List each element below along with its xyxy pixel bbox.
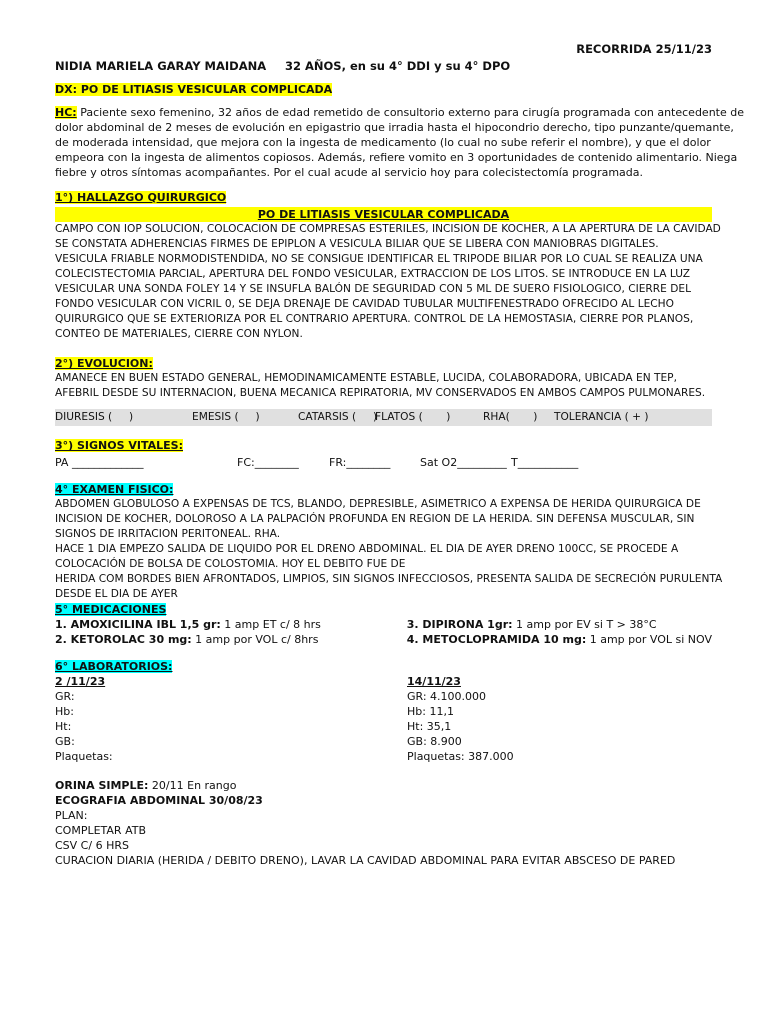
flatos-check: FLATOS ( ) <box>375 411 451 423</box>
med-name: 1. AMOXICILINA IBL 1,5 gr: <box>55 618 221 631</box>
evolucion-line: AMANECE EN BUEN ESTADO GENERAL, HEMODINAMICAMENTE ESTABLE, LUCIDA, COLABORADORA, UBICADA EN TEP, <box>55 372 677 384</box>
examen-line: SIGNOS DE IRRITACION PERITONEAL. RHA. <box>55 528 281 540</box>
hallazgo-line: CAMPO CON IOP SOLUCION, COLOCACION DE COMPRESAS ESTERILES, INCISION DE KOCHER, A LA APERTURA DE LA CAVIDAD <box>55 223 721 235</box>
plan-line: CURACION DIARIA (HERIDA / DEBITO DRENO), LAVAR LA CAVIDAD ABDOMINAL PARA EVITAR ABSCESO DE PARED <box>55 854 676 867</box>
med-item <box>55 632 407 647</box>
temp-field: T___________ <box>511 456 579 469</box>
lab-value: GR: 4.100.000 <box>407 690 487 703</box>
lab-value: GB: <box>55 735 75 748</box>
lab-value: Hb: <box>55 705 74 718</box>
examen-line: HERIDA COM BORDES BIEN AFRONTADOS, LIMPIOS, SIN SIGNOS INFECCIOSOS, PRESENTA SALIDA DE SECRECIÓN PURULENTA <box>55 573 723 585</box>
hc-line: dolor abdominal de 2 meses de evolución en epigastrio que irradia hasta el hipocondrio derecho, tipo punzante/quemante, <box>55 121 734 134</box>
hallazgo-line: SE CONSTATA ADHERENCIAS FIRMES DE EPIPLON A VESICULA BILIAR QUE SE LIBERA CON MANIOBRAS DIGITALES. <box>55 238 659 250</box>
examen-line: HACE 1 DIA EMPEZO SALIDA DE LIQUIDO POR EL DRENO ABDOMINAL. EL DIA DE AYER DRENO 100CC, SE PROCEDE A <box>55 543 679 555</box>
plan-section <box>55 808 712 868</box>
sat-field: Sat O2_________ <box>420 456 507 469</box>
lab-value: Ht: 35,1 <box>407 720 452 733</box>
hallazgo-section <box>55 190 721 342</box>
lab-date-right: 14/11/23 <box>407 675 461 688</box>
hc-line: empeora con la ingesta de alimentos copiosos. Además, refiere vomito en 3 oportunidades de contenido alimentario. Niega <box>55 151 738 164</box>
examen-line: INCISION DE KOCHER, DOLOROSO A LA PALPACIÓN PROFUNDA EN REGION DE LA HERIDA. SIN DEFENSA MUSCULAR, SIN <box>55 513 695 525</box>
evolucion-line: AFEBRIL DESDE SU INTERNACION, BUENA MECANICA REPIRATORIA, MV CONSERVADOS EN AMBOS CAMPOS PULMONARES. <box>55 387 706 399</box>
hc-line: fiebre y otros síntomas acompañantes. Por el cual acude al servicio hoy para colecistectomía programada. <box>55 166 644 179</box>
lab-date-left: 2 /11/23 <box>55 675 106 688</box>
catarsis-check: CATARSIS ( ) <box>298 411 378 423</box>
signos-section <box>55 438 712 470</box>
plan-line: COMPLETAR ATB <box>55 824 147 837</box>
hallazgo-line: CONTEO DE MATERIALES, CIERRE CON NYLON. <box>55 328 303 340</box>
hc-line: Paciente sexo femenino, 32 años de edad remetido de consultorio externo para cirugía programada con antecedente de <box>80 106 744 119</box>
examen-section <box>55 482 723 602</box>
lab-value: GB: 8.900 <box>407 735 462 748</box>
lab-value: Plaquetas: 387.000 <box>407 750 514 763</box>
med-name: 2. KETOROLAC 30 mg: <box>55 633 192 646</box>
med-dose: 1 amp por VOL si NOV <box>586 633 712 646</box>
lab-value: GR: <box>55 690 75 703</box>
med-dose: 1 amp por EV si T > 38°C <box>512 618 657 631</box>
orina-label: ORINA SIMPLE: <box>55 779 149 792</box>
hc-section <box>55 105 744 180</box>
clinical-note <box>55 42 744 868</box>
rha-check: RHA( ) <box>483 411 538 423</box>
recorrida-date: RECORRIDA 25/11/23 <box>576 42 712 56</box>
ecografia-label: ECOGRAFIA ABDOMINAL 30/08/23 <box>55 794 263 807</box>
med-name: 4. METOCLOPRAMIDA 10 mg: <box>406 633 587 646</box>
med-item <box>55 617 407 632</box>
emesis-check: EMESIS ( ) <box>192 411 260 423</box>
plan-title: PLAN: <box>55 809 88 822</box>
medicaciones-section <box>55 602 712 647</box>
hallazgo-banner: PO DE LITIASIS VESICULAR COMPLICADA <box>55 207 712 222</box>
laboratorios-section <box>55 659 712 764</box>
med-dose: 1 amp ET c/ 8 hrs <box>220 618 321 631</box>
medicaciones-title: 5° MEDICACIONES <box>55 603 167 616</box>
lab-value: Hb: 11,1 <box>407 705 454 718</box>
examen-line: ABDOMEN GLOBULOSO A EXPENSAS DE TCS, BLANDO, DEPRESIBLE, ASIMETRICO A EXPENSA DE HERIDA QUIRURGICA DE <box>55 498 701 510</box>
examen-title: 4° EXAMEN FISICO: <box>55 483 174 496</box>
examen-line: DESDE EL DIA DE AYER <box>55 588 178 600</box>
hallazgo-line: VESICULA FRIABLE NORMODISTENDIDA, NO SE CONSIGUE IDENTIFICAR EL TRIPODE BILIAR POR LO CUAL SE REALIZA UNA <box>55 253 703 265</box>
plan-line: CSV C/ 6 HRS <box>55 839 129 852</box>
patient-header <box>55 59 712 74</box>
tolerancia-check: TOLERANCIA ( + ) <box>554 411 649 423</box>
vitals-row <box>55 455 712 470</box>
med-dose: 1 amp por VOL c/ 8hrs <box>191 633 319 646</box>
examen-line: COLOCACIÓN DE BOLSA DE COLOSTOMIA. HOY EL DEBITO FUE DE <box>55 558 406 570</box>
orina-value: 20/11 En rango <box>148 779 237 792</box>
med-item <box>407 617 712 632</box>
hallazgo-line: FONDO VESICULAR CON VICRIL 0, SE DEJA DRENAJE DE CAVIDAD TUBULAR MULTIFENESTRADO OFRECIDO AL LECHO <box>55 298 674 310</box>
fc-field: FC:________ <box>237 456 299 469</box>
lab-value: Ht: <box>55 720 72 733</box>
orina-line <box>55 778 712 793</box>
dx-line <box>55 82 712 97</box>
hc-label: HC: <box>55 106 77 119</box>
hallazgo-line: QUIRURGICO QUE SE EXTERIORIZA POR EL CONTRARIO APERTURA. CONTROL DE LA HEMOSTASIA, CIERRE POR PLANOS, <box>55 313 694 325</box>
signos-title: 3°) SIGNOS VITALES: <box>55 439 183 452</box>
patient-info: 32 AÑOS, en su 4° DDI y su 4° DPO <box>285 59 511 73</box>
patient-name: NIDIA MARIELA GARAY MAIDANA <box>55 59 267 73</box>
hc-line: de moderada intensidad, que mejora con la ingesta de medicamento (lo cual no sube referir el nombre), y que el dolor <box>55 136 711 149</box>
hallazgo-title: 1°) HALLAZGO QUIRURGICO <box>55 191 227 204</box>
lab-value: Plaquetas: <box>55 750 113 763</box>
pa-field: PA _____________ <box>55 456 144 469</box>
med-name: 3. DIPIRONA 1gr: <box>406 618 513 631</box>
evolucion-title: 2°) EVOLUCION: <box>55 357 153 370</box>
laboratorios-title: 6° LABORATORIOS: <box>55 660 173 673</box>
evolucion-section <box>55 356 712 426</box>
diuresis-check: DIURESIS ( ) <box>55 411 134 423</box>
evolucion-checks <box>55 409 712 426</box>
med-item <box>407 632 712 647</box>
hallazgo-line: COLECISTECTOMIA PARCIAL, APERTURA DEL FONDO VESICULAR, EXTRACCION DE LOS LITOS. SE INTRODUCE EN LA LUZ <box>55 268 691 280</box>
dx-text: DX: PO DE LITIASIS VESICULAR COMPLICADA <box>55 83 333 96</box>
fr-field: FR:________ <box>329 456 391 469</box>
hallazgo-line: VESICULAR UNA SONDA FOLEY 14 Y SE INSUFLA BALÓN DE SEGURIDAD CON 5 ML DE SUERO FISIOLOGICO, CIERRE DEL <box>55 283 691 295</box>
